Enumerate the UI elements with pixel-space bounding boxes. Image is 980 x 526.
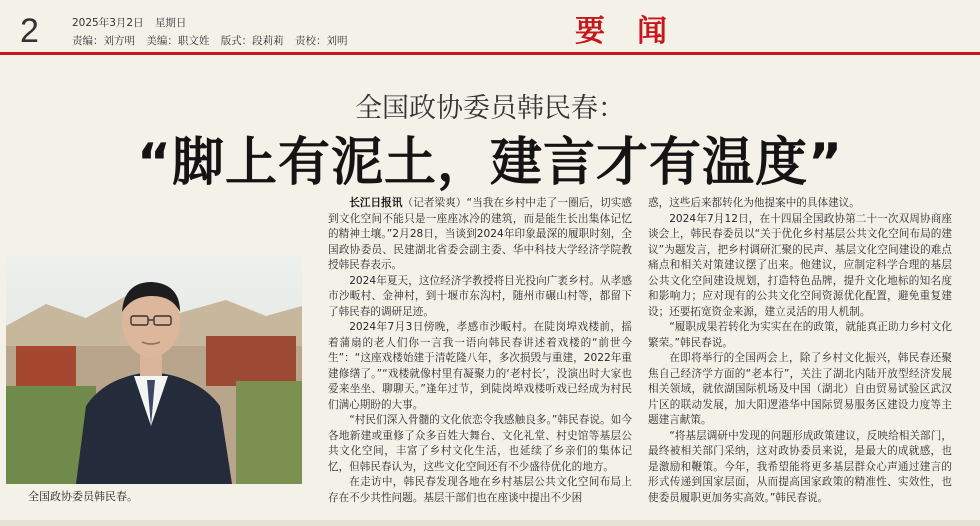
footer-rule: [0, 520, 980, 526]
proofreader-credit: 责校：刘明: [295, 35, 348, 47]
masthead-meta: [72, 14, 356, 50]
paragraph-text: “当我在乡村中走了一圈后，切实感到文化空间不能只是一座座冰冷的建筑，而是能生长出集体记忆的精神土壤。”2月28日，当谈到2024年印象最深的履职时刻，全国政协委员、民建湖北省委会副主委、华中科技大学经济学院教授韩民春表示。: [328, 197, 632, 271]
article-paragraph: 惑，这些后来都转化为他提案中的具体建议。: [648, 197, 860, 209]
article-headline: “脚上有泥土，建言才有温度”: [136, 133, 844, 193]
article-paragraph: [328, 196, 632, 274]
article-column-1: [328, 196, 632, 516]
art-editor-credit: 美编：职文姓: [146, 35, 210, 47]
lead-tag: 长江日报讯: [349, 197, 403, 209]
header-rule: [0, 52, 980, 55]
portrait-illustration: [6, 256, 302, 484]
section-title: 要闻: [575, 14, 699, 49]
article-paragraph: 2024年夏天，这位经济学教授将目光投向广袤乡村。从孝感市沙畈村、金神村，到十堰市东沟村，随州市碾山村等，都留下了韩民春的调研足迹。: [328, 274, 632, 318]
portrait-photo: [6, 256, 302, 484]
article-paragraph: “村民们深入骨髓的文化依恋令我感触良多。”韩民春说。如今各地新建或重修了众多百姓大舞台、文化礼堂、村史馆等基层公共文化空间，丰富了乡村文化生活，也延续了乡亲们的集体记忆，但韩民春认为，这些文化空间还有不少盛待优化的地方。: [328, 414, 632, 473]
issue-date: 2025年3月2日: [72, 17, 144, 29]
article-paragraph: “履职成果若转化为实实在在的政策，就能真正助力乡村文化繁荣。”韩民春说。: [648, 321, 952, 349]
article-paragraph: 2024年7月3日傍晚，孝感市沙畈村。在陡岗埠戏楼前，摇着蒲扇的老人们你一言我一语向韩民春讲述着戏楼的“前世今生”：“这座戏楼始建于清乾隆八年，多次损毁与重建，2022年重建修缮了。”“戏楼就像村里有凝聚力的‘老村长’，没演出时大家也爱来坐坐、聊聊天。”逢年过节，到陡岗埠戏楼听戏已经成为村民们满心期盼的大事。: [328, 321, 632, 411]
article-paragraph: 在走访中，韩民春发现各地在乡村基层公共文化空间布局上存在不少共性问题。基层干部们也在座谈中提出不少困: [328, 476, 632, 504]
page-number: 2: [20, 12, 39, 50]
issue-weekday: 星期日: [154, 17, 187, 29]
layout-credit: 版式：段莉莉: [220, 35, 284, 47]
article-paragraph: 2024年7月12日，在十四届全国政协第二十一次双周协商座谈会上，韩民春委员以“关于优化乡村基层公共文化空间布局的建议”为题发言，把乡村调研汇聚的民声、基层文化空间建设的难点痛点和相关对策建议摆了出来。他建议，应制定科学合理的基层公共文化空间建设规划，打造特色品牌，提升文化地标的知名度和影响力；应对现有的公共文化空间资源优化配置，避免重复建设；还要拓宽资金来源，建立灵活的用人机制。: [648, 212, 952, 318]
editor-credit: 责编：刘方明: [72, 35, 135, 47]
article-paragraph: “将基层调研中发现的问题形成政策建议，反映给相关部门，最终被相关部门采纳，这对政协委员来说，是最大的成就感，也是激励和鞭策。今年，我希望能将更多基层群众心声通过建言的形式传递到国家层面，从而提高国家政策的精准性、实效性，也使委员履职更加务实高效。”韩民春说。: [648, 429, 952, 504]
article-kicker: 全国政协委员韩民春：: [355, 93, 625, 124]
article-paragraph: 在即将举行的全国两会上，除了乡村文化振兴，韩民春还聚焦自己经济学方面的“老本行”，关注了湖北内陆开放型经济发展相关领域，就依湖国际机场及中国（湖北）自由贸易试验区武汉片区的联动发展，加大阳逻港华中国际贸易服务区建设力度等主题建言献策。: [648, 352, 952, 426]
photo-caption: 全国政协委员韩民春。: [28, 490, 138, 503]
article-column-2: [648, 196, 952, 516]
byline: （记者梁爽）: [402, 197, 467, 209]
